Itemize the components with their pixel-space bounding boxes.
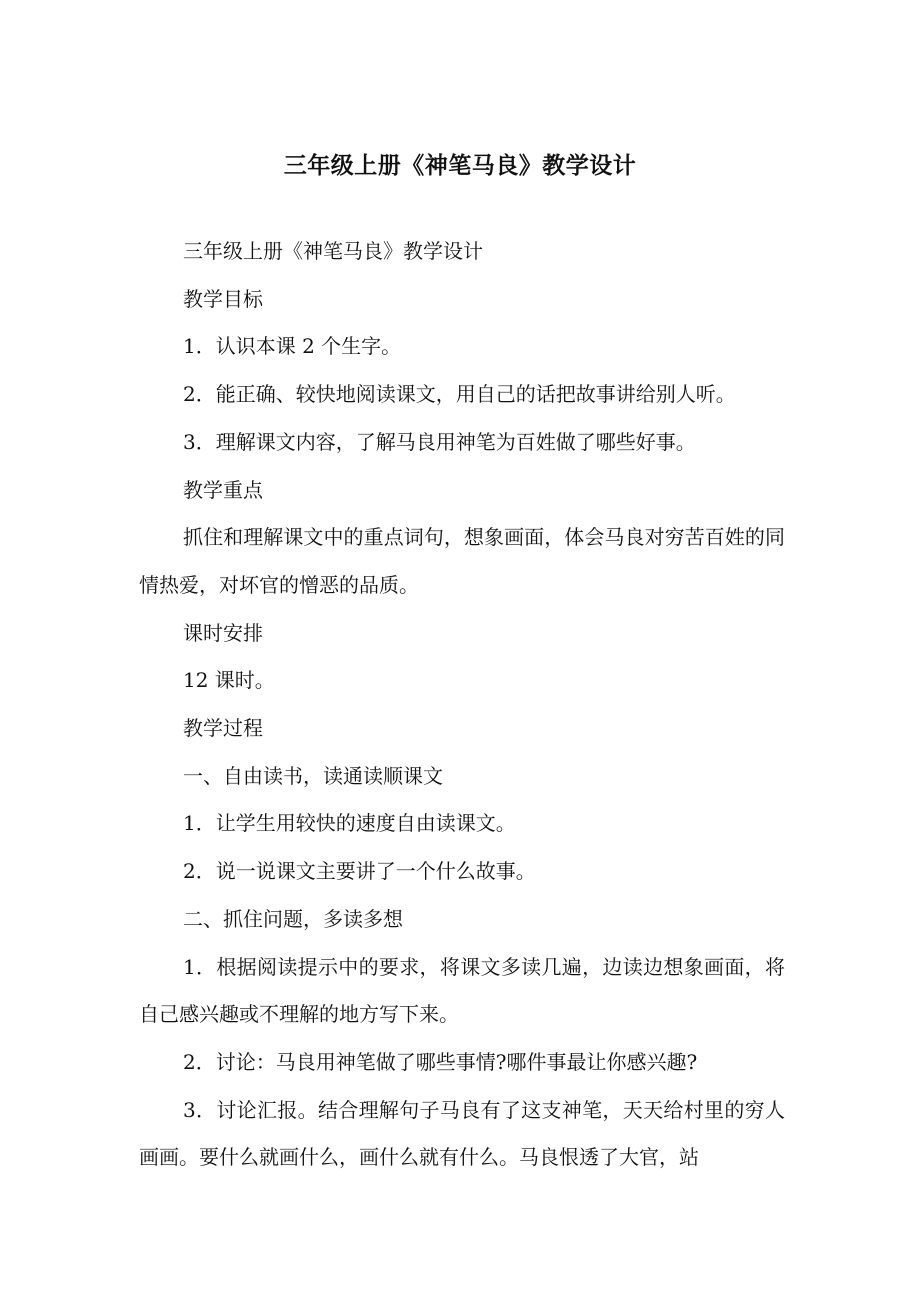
section-heading-2: 二、抓住问题，多读多想 (183, 906, 403, 931)
heading-teaching-process: 教学过程 (183, 716, 263, 741)
paragraph-subtitle: 三年级上册《神笔马良》教学设计 (183, 239, 483, 263)
document-body (139, 228, 785, 1182)
heading-schedule: 课时安排 (183, 620, 263, 645)
process-item-1-2: 2．说一说课文主要讲了一个什么故事。 (183, 859, 536, 884)
document-title: 三年级上册《神笔马良》教学设计 (283, 153, 637, 179)
schedule-paragraph: 12 课时。 (183, 668, 275, 693)
process-item-1-1: 1．让学生用较快的速度自由读课文。 (183, 811, 516, 836)
process-item-2-2: 2．讨论：马良用神笔做了哪些事情?哪件事最让你感兴趣? (183, 1049, 698, 1074)
goal-item-2: 2．能正确、较快地阅读课文，用自己的话把故事讲给别人听。 (183, 382, 736, 407)
heading-teaching-goals: 教学目标 (183, 286, 263, 311)
focus-paragraph: 抓住和理解课文中的重点词句，想象画面，体会马良对穷苦百姓的同情热爱，对坏官的憎恶的品质。 (139, 525, 785, 597)
goal-item-1: 1．认识本课 2 个生字。 (183, 334, 402, 359)
section-heading-1: 一、自由读书，读通读顺课文 (183, 763, 443, 788)
process-item-2-1: 1．根据阅读提示中的要求，将课文多读几遍，边读边想象画面，将自己感兴趣或不理解的地方写下来。 (139, 954, 785, 1027)
heading-teaching-focus: 教学重点 (183, 477, 263, 502)
goal-item-3: 3．理解课文内容，了解马良用神笔为百姓做了哪些好事。 (183, 429, 696, 454)
process-item-2-3: 3．讨论汇报。结合理解句子马良有了这支神笔，天天给村里的穷人画画。要什么就画什么，画什么就有什么。马良恨透了大官，站 (139, 1097, 785, 1170)
